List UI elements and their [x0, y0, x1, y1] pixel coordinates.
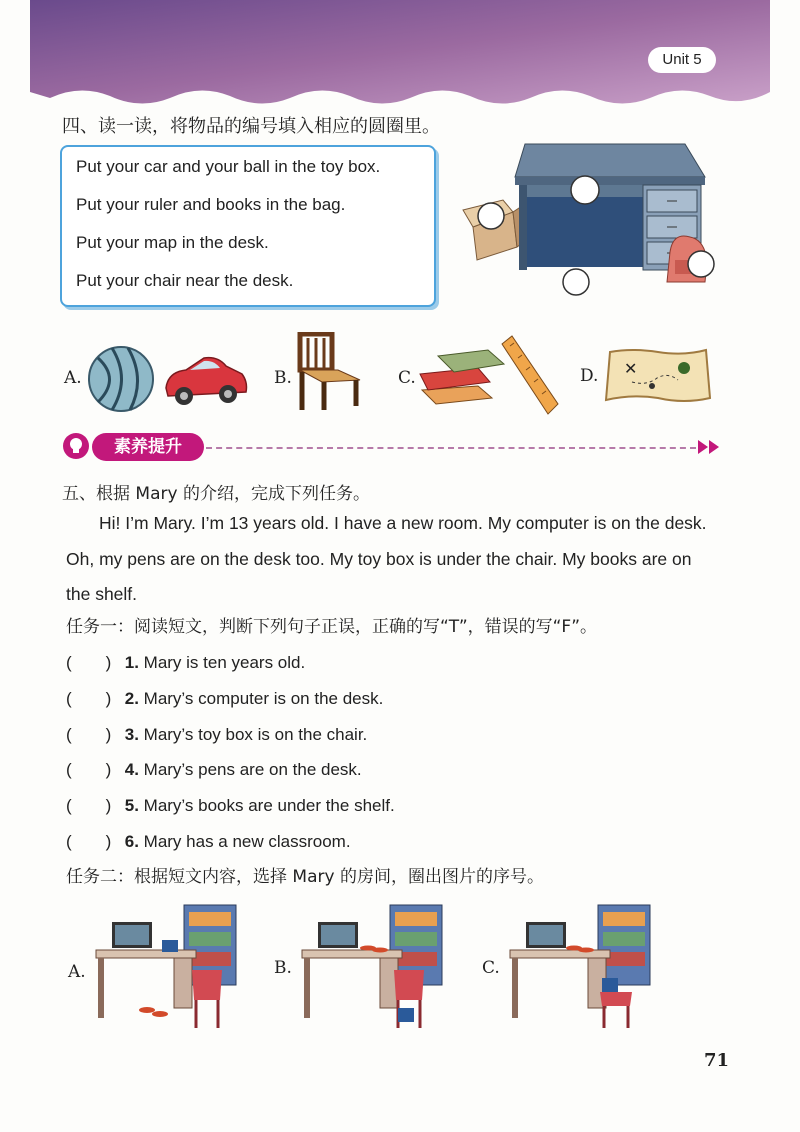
- page-number: 71: [704, 1050, 730, 1071]
- task-1-title: 任务一：阅读短文，判断下列句子正误，正确的写“T”，错误的写“F”。: [66, 617, 598, 637]
- answer-paren[interactable]: ( ): [66, 725, 112, 744]
- option-a-letter: A.: [64, 368, 82, 388]
- option-b-letter: B.: [274, 368, 292, 388]
- double-arrow-icon: [698, 438, 722, 456]
- answer-paren[interactable]: ( ): [66, 760, 112, 779]
- near-desk-answer-circle[interactable]: [563, 269, 589, 295]
- question-row: [66, 684, 383, 708]
- question-number: 3.: [124, 725, 139, 744]
- question-text: Mary’s books are under the shelf.: [143, 796, 395, 815]
- bag-answer-circle[interactable]: [688, 251, 714, 277]
- question-number: 2.: [124, 689, 139, 708]
- chair-icon: [294, 332, 366, 412]
- svg-text:✕: ✕: [624, 359, 638, 378]
- option-c-letter: C.: [398, 368, 416, 388]
- question-number: 6.: [124, 832, 139, 851]
- answer-paren[interactable]: ( ): [66, 653, 112, 672]
- question-row: [66, 827, 351, 851]
- question-text: Mary is ten years old.: [143, 653, 306, 672]
- question-row: [66, 755, 362, 779]
- answer-paren[interactable]: ( ): [66, 832, 112, 851]
- sentence-box: [60, 145, 436, 307]
- unit-label: Unit 5: [648, 47, 716, 73]
- sentence-1: Put your car and your ball in the toy box.: [76, 157, 381, 176]
- reading-passage: Hi! I’m Mary. I’m 13 years old. I have a new room. My computer is on the desk. Oh, my pens are on the desk too. My toy box is under the chair. My books are on the shelf.: [66, 513, 707, 604]
- section-4-title: 四、读一读，将物品的编号填入相应的圆圈里。: [62, 116, 440, 137]
- answer-paren[interactable]: ( ): [66, 796, 112, 815]
- books-icon: [418, 346, 508, 410]
- question-row: [66, 791, 395, 815]
- sentence-3: Put your map in the desk.: [76, 233, 269, 252]
- room-c-letter[interactable]: C.: [482, 958, 500, 978]
- question-text: Mary’s toy box is on the chair.: [143, 725, 368, 744]
- sentence-4: Put your chair near the desk.: [76, 271, 294, 290]
- map-icon: [602, 346, 714, 406]
- room-c-picture: [506, 900, 656, 1035]
- room-b-letter[interactable]: B.: [274, 958, 292, 978]
- question-text: Mary’s computer is on the desk.: [143, 689, 384, 708]
- question-text: Mary has a new classroom.: [143, 832, 351, 851]
- task-2-title: 任务二：根据短文内容，选择 Mary 的房间，圈出图片的序号。: [66, 867, 544, 887]
- lightbulb-icon: [62, 432, 90, 460]
- room-b-picture: [298, 900, 448, 1035]
- question-text: Mary’s pens are on the desk.: [143, 760, 362, 779]
- question-number: 4.: [124, 760, 139, 779]
- section-5-title: 五、根据 Mary 的介绍，完成下列任务。: [62, 484, 370, 504]
- question-row: [66, 720, 367, 744]
- ball-icon: [86, 344, 156, 414]
- option-d-letter: D.: [580, 366, 599, 386]
- divider-line: [206, 447, 696, 449]
- question-number: 5.: [124, 796, 139, 815]
- room-a-letter[interactable]: A.: [68, 962, 86, 982]
- car-icon: [160, 352, 250, 412]
- room-a-picture: [92, 900, 242, 1035]
- ruler-icon: [496, 334, 562, 418]
- desk-scene: [455, 132, 730, 302]
- desk-answer-circle[interactable]: [571, 176, 599, 204]
- toy-box-answer-circle[interactable]: [478, 203, 504, 229]
- literacy-banner: 素养提升: [92, 433, 204, 461]
- question-row: [66, 648, 305, 672]
- sentence-2: Put your ruler and books in the bag.: [76, 195, 346, 214]
- question-number: 1.: [124, 653, 139, 672]
- answer-paren[interactable]: ( ): [66, 689, 112, 708]
